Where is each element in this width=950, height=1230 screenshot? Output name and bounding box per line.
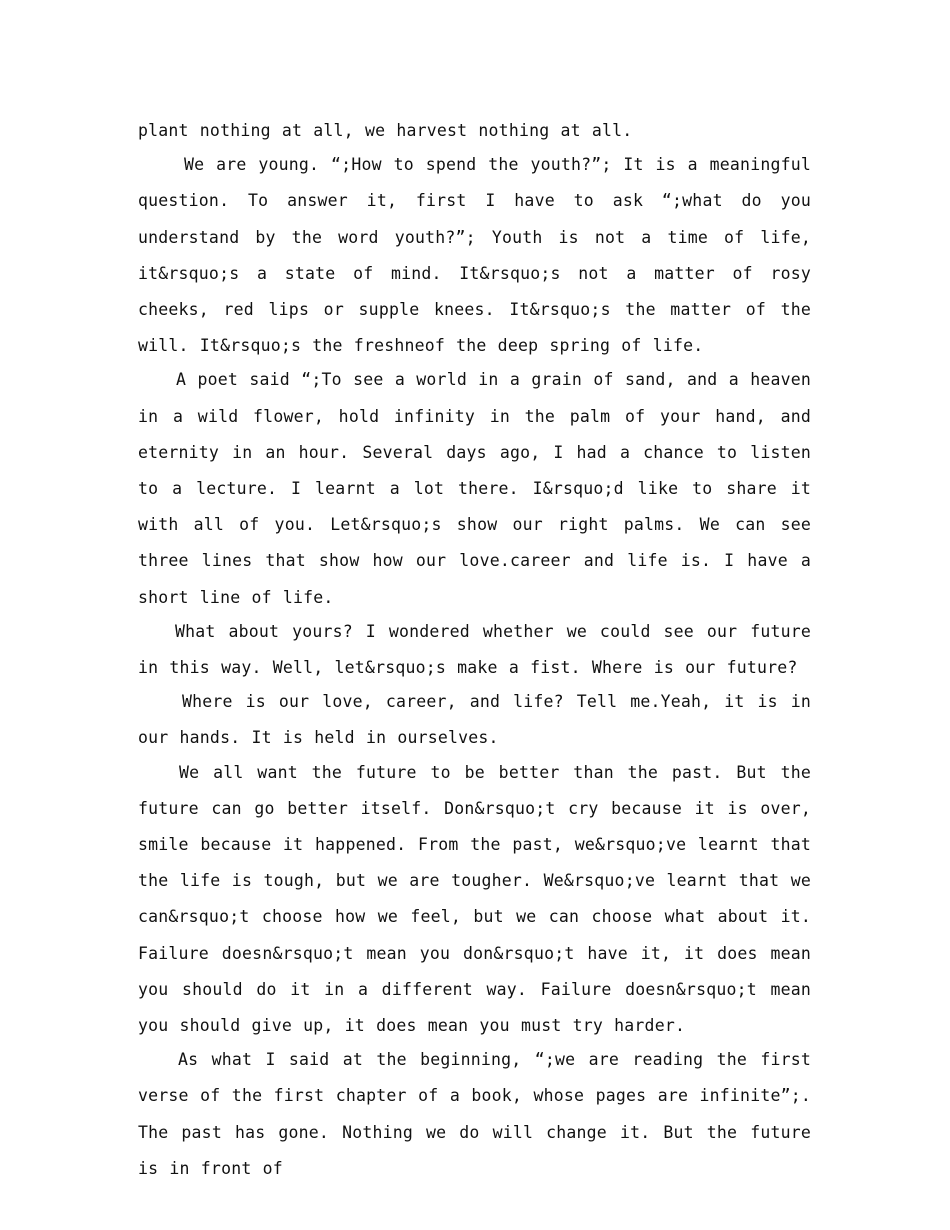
paragraph-6: We all want the future to be better than the past. But the future can go better itself. Don&rsquo;t cry because it is over, smile because it happened. From the past, we&rsquo;ve learnt that the life is tough, but we are tougher. We&rsquo;ve learnt that we can&rsquo;t choose how we feel, but we can choose what about it. Failure doesn&rsquo;t mean you don&rsquo;t have it, it does mean you should do it in a different way. Failure doesn&rsquo;t mean you should give up, it does mean you must try harder.	[138, 762, 811, 1036]
paragraph-2: We are young. “;How to spend the youth?”; It is a meaningful question. To answer it, first I have to ask “;what do you understand by the word youth?”; Youth is not a time of life, it&rsquo;s a state of mind. It&rsquo;s not a matter of rosy cheeks, red lips or supple knees. It&rsquo;s the matter of the will. It&rsquo;s the freshneof the deep spring of life.	[138, 155, 811, 356]
paragraph-1: plant nothing at all, we harvest nothing at all.	[138, 121, 633, 140]
paragraph-4: What about yours? I wondered whether we could see our future in this way. Well, let&rsquo;s make a fist. Where is our future?	[138, 621, 811, 678]
document-page	[138, 113, 811, 1185]
paragraph-3: A poet said “;To see a world in a grain of sand, and a heaven in a wild flower, hold infinity in the palm of your hand, and eternity in an hour. Several days ago, I had a chance to listen to a lecture. I learnt a lot there. I&rsquo;d like to share it with all of you. Let&rsquo;s show our right palms. We can see three lines that show how our love.career and life is. I have a short line of life.	[138, 370, 811, 607]
paragraph-7: As what I said at the beginning, “;we are reading the first verse of the first chapter of a book, whose pages are infinite”;. The past has gone. Nothing we do will change it. But the future is in front of	[138, 1050, 811, 1178]
paragraph-5: Where is our love, career, and life? Tell me.Yeah, it is in our hands. It is held in ourselves.	[138, 692, 811, 748]
